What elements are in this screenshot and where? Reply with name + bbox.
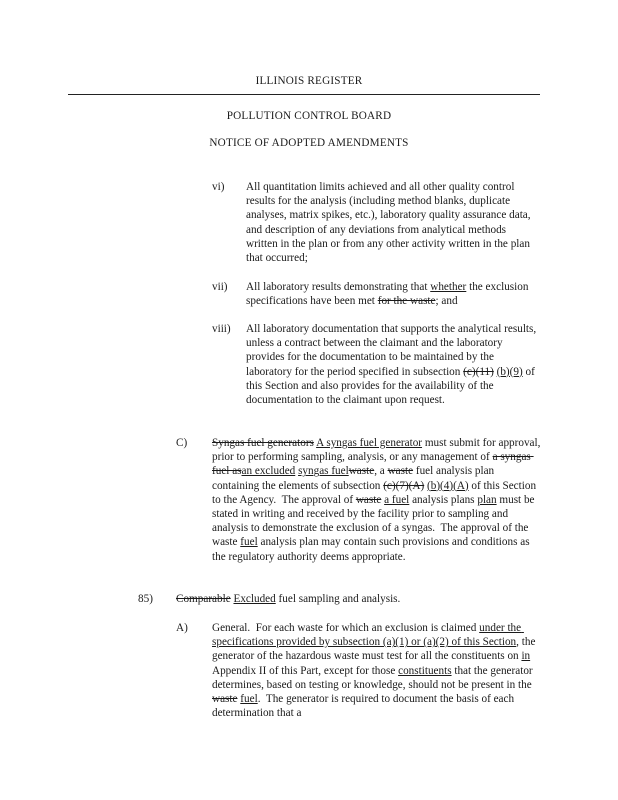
item-A-number: A) <box>176 622 188 634</box>
item-viii-text: All laboratory documentation that supports the analytical results, unless a contract between the claimant and the laboratory provides for the documentation to be maintained by the laboratory for the period specified in subsection (c)(11) (b)(9) of this Section and also provides for the availability of the documentation to the claimant upon request. <box>246 323 539 407</box>
item-vii-text: All laboratory results demonstrating that whether the exclusion specifications have been met for the waste; and <box>246 281 532 308</box>
item-viii-number: viii) <box>212 323 231 335</box>
item-5-number: 85) <box>138 593 153 605</box>
item-vi-number: vi) <box>212 181 225 193</box>
item-C-text: Syngas fuel generators A syngas fuel generator must submit for approval, prior to performing sampling, analysis, or any management of a syngas fuel asan excluded syngas fuelwaste, a waste fuel analysis plan containing the elements of subsection (c)(7)(A) (b)(4)(A) of this Section to the Agency. The approval of waste a fuel analysis plans plan must be stated in writing and received by the facility prior to sampling and analysis to demonstrate the exclusion of a syngas. The approval of the waste fuel analysis plan may contain such provisions and conditions as the regulatory authority deems appropriate. <box>212 437 544 563</box>
notice-heading: NOTICE OF ADOPTED AMENDMENTS <box>209 137 409 149</box>
item-A-text: General. For each waste for which an exclusion is claimed under the specifications provided by subsection (a)(1) or (a)(2) of this Section, the generator of the hazardous waste must test for all the constituents on in Appendix II of this Part, except for those constituents that the generator determines, based on testing or knowledge, should not be present in the waste fuel. The generator is required to document the basis of each determination that a <box>212 622 539 720</box>
item-vi-text: All quantitation limits achieved and all other quality control results for the analysis (including method blanks, duplicate analyses, matrix spikes, etc.), laboratory quality assurance data, and description of any deviations from analytical methods written in the plan or from any other activity written in the plan that occurred; <box>246 181 531 265</box>
item-vii-number: vii) <box>212 281 228 293</box>
header-rule <box>68 94 540 95</box>
item-C-number: C) <box>176 437 188 449</box>
item-5-text: Comparable Excluded fuel sampling and analysis. <box>176 593 401 605</box>
register-header: ILLINOIS REGISTER <box>255 75 363 87</box>
board-heading: POLLUTION CONTROL BOARD <box>226 110 392 122</box>
